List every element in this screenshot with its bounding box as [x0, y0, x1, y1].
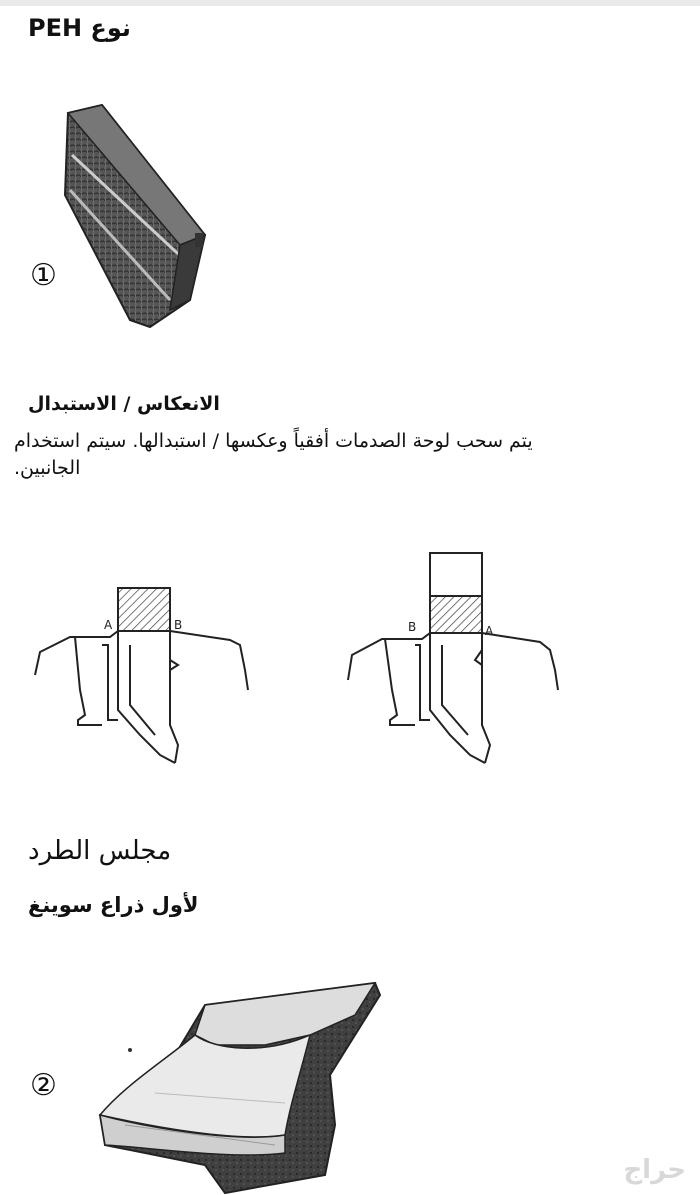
body-text — [14, 428, 614, 482]
heading-swing-arm: لأول ذراع سوينغ — [28, 893, 199, 917]
right-label-b: B — [408, 620, 417, 634]
body-line-2: الجانبين. — [14, 457, 81, 479]
top-bar — [0, 0, 700, 6]
right-label-a: A — [485, 624, 494, 638]
section-heading: الانعكاس / الاستبدال — [28, 393, 220, 415]
page-title: نوع PEH — [28, 14, 131, 42]
watermark: حراج — [623, 1155, 686, 1185]
body-line-1: يتم سحب لوحة الصدمات أفقياً وعكسها / استبدالها. سيتم استخدام — [14, 430, 533, 452]
impact-plate-figure — [20, 95, 220, 340]
figure-1-number: ① — [30, 258, 57, 293]
cross-section-diagrams — [30, 545, 630, 780]
left-diagram — [35, 588, 248, 763]
left-label-b: B — [174, 618, 183, 632]
heading-discharge-board: مجلس الطرد — [28, 836, 172, 866]
right-diagram — [348, 553, 558, 763]
figure-2-number: ② — [30, 1068, 57, 1103]
swing-arm-figure — [85, 975, 385, 1195]
left-label-a: A — [104, 618, 113, 632]
